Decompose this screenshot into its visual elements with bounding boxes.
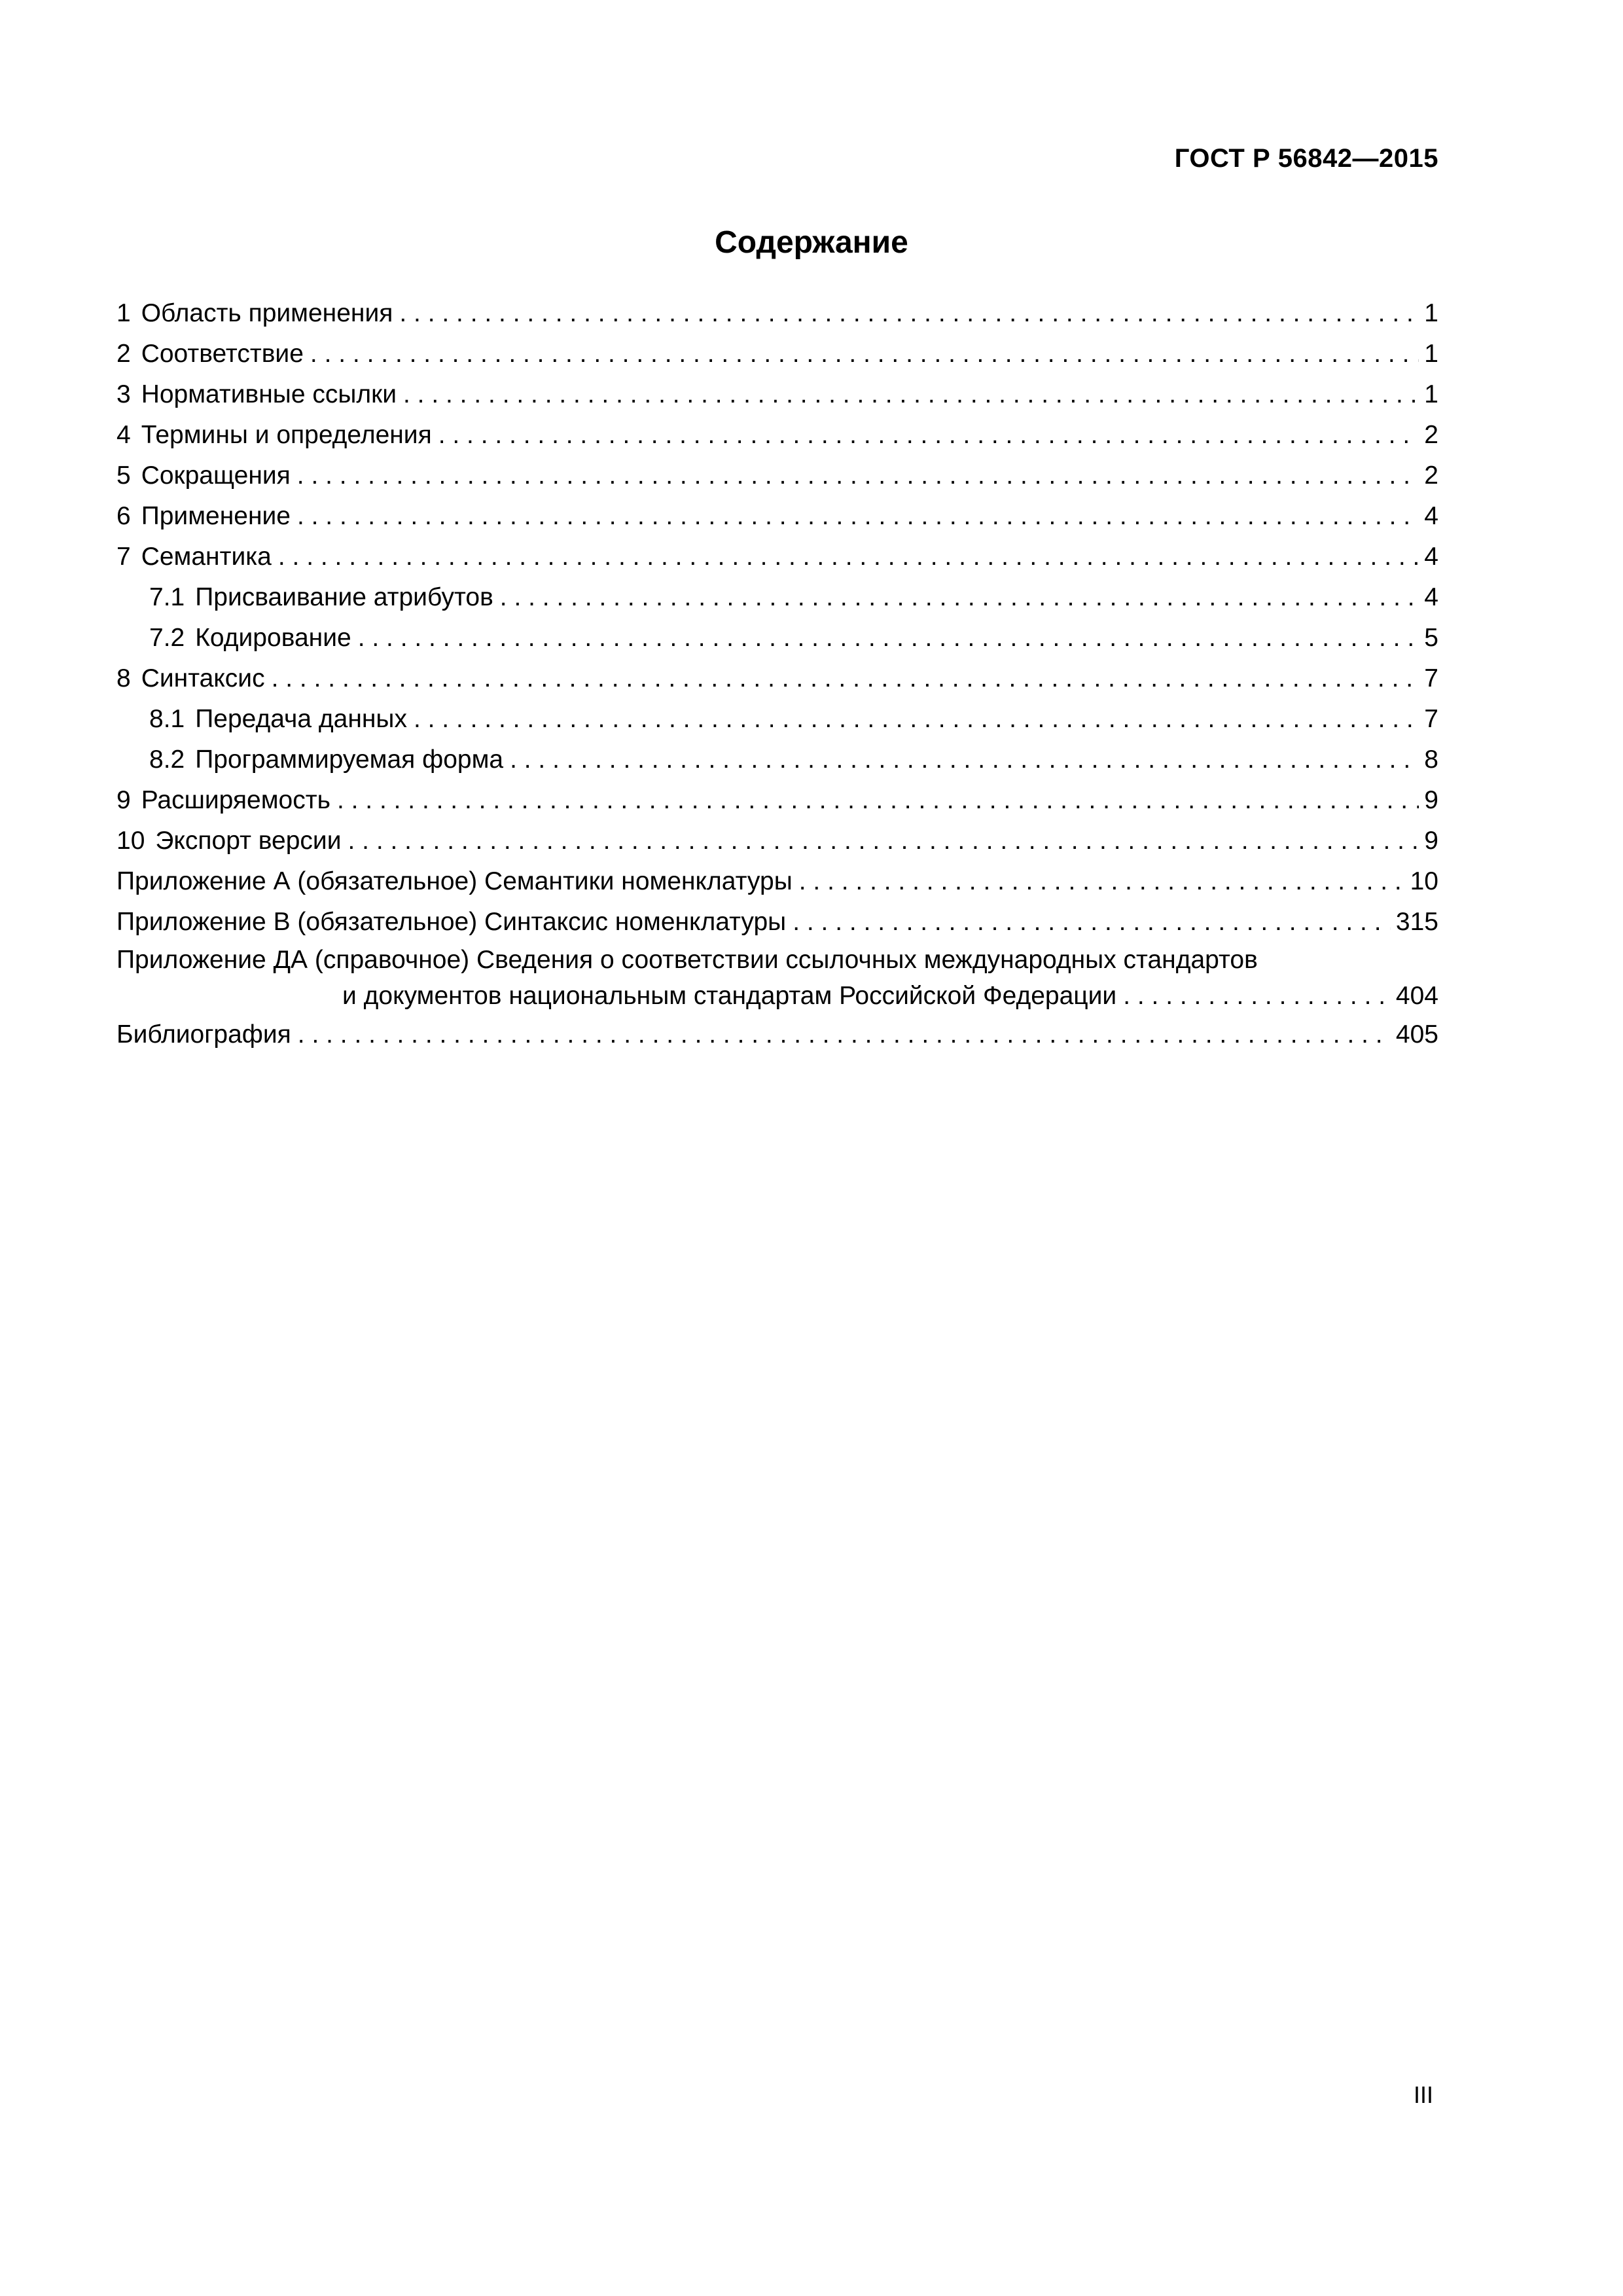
toc-entry-1[interactable] [116,293,1438,334]
toc-entry-number: 5 [116,461,131,490]
toc-entry-label: Присваивание атрибутов [195,583,493,611]
document-code: ГОСТ Р 56842—2015 [1174,144,1438,173]
dot-leader [793,902,1391,942]
toc-entry-number: 8 [116,664,131,692]
toc-entry-number: 6 [116,502,131,530]
toc-entry-page: 4 [1424,543,1438,571]
toc-entry-label: Программируемая форма [195,745,504,774]
dot-leader [298,1014,1391,1055]
dot-leader [358,618,1419,658]
toc-entry-label: Синтаксис [141,664,265,692]
toc-entry-6[interactable] [116,496,1438,537]
dot-leader [297,456,1419,496]
toc-entry-8-1[interactable] [116,699,1438,740]
toc-entry-label: Термины и определения [141,421,432,449]
table-of-contents [116,293,1438,1055]
toc-entry-5[interactable] [116,456,1438,496]
dot-leader [438,415,1419,456]
toc-entry-label: Семантика [141,543,272,571]
toc-entry-number: 8.2 [149,745,185,774]
dot-leader [297,496,1419,537]
toc-entry-label: Сокращения [141,461,291,490]
toc-entry-page: 405 [1395,1020,1438,1049]
toc-entry-number: 3 [116,380,131,408]
toc-entry-page: 10 [1410,867,1438,895]
toc-entry-label: Применение [141,502,291,530]
toc-entry-page: 9 [1424,827,1438,855]
toc-entry-page: 8 [1424,745,1438,774]
toc-entry-number: 10 [116,827,145,855]
toc-entry-label: Кодирование [195,624,351,652]
dot-leader [278,537,1419,577]
toc-entry-label: Экспорт версии [155,827,342,855]
toc-entry-page: 2 [1424,421,1438,449]
toc-entry-number: 4 [116,421,131,449]
toc-entry-8-2[interactable] [116,740,1438,780]
toc-entry-number: 7.2 [149,624,185,652]
toc-entry-label: Библиография [116,1020,291,1049]
toc-entry-7-2[interactable] [116,618,1438,658]
toc-entry-bibliography[interactable] [116,1014,1438,1055]
toc-entry-label: Передача данных [195,705,407,733]
toc-entry-2[interactable] [116,334,1438,374]
toc-entry-page: 4 [1424,502,1438,530]
toc-entry-8[interactable] [116,658,1438,699]
dot-leader [310,334,1419,374]
toc-entry-number: 1 [116,299,131,327]
toc-entry-7[interactable] [116,537,1438,577]
toc-entry-page: 1 [1424,299,1438,327]
toc-entry-number: 9 [116,786,131,814]
toc-entry-label: Область применения [141,299,393,327]
toc-entry-number: 7.1 [149,583,185,611]
toc-entry-4[interactable] [116,415,1438,456]
toc-entry-number: 8.1 [149,705,185,733]
toc-entry-appendix-b[interactable] [116,902,1438,942]
dot-leader [510,740,1419,780]
page-number: III [1413,2081,1433,2108]
toc-entry-page: 9 [1424,786,1438,814]
toc-entry-page: 4 [1424,583,1438,611]
toc-entry-page: 7 [1424,705,1438,733]
toc-entry-page: 5 [1424,624,1438,652]
dot-leader [272,658,1419,699]
toc-entry-page: 1 [1424,380,1438,408]
dot-leader [403,374,1419,415]
dot-leader [414,699,1419,740]
toc-entry-label: Расширяемость [141,786,330,814]
toc-entry-7-1[interactable] [116,577,1438,618]
toc-entry-label: Приложение А (обязательное) Семантики номенклатуры [116,867,793,895]
dot-leader [500,577,1419,618]
toc-entry-page: 315 [1395,908,1438,936]
dot-leader [337,780,1419,821]
toc-entry-number: 2 [116,340,131,368]
toc-entry-page: 1 [1424,340,1438,368]
toc-entry-page: 404 [1395,982,1438,1010]
toc-entry-appendix-da[interactable] [116,942,1438,1014]
toc-entry-label: Нормативные ссылки [141,380,397,408]
toc-entry-label: Приложение В (обязательное) Синтаксис номенклатуры [116,908,787,936]
toc-entry-page: 7 [1424,664,1438,692]
dot-leader [1123,978,1391,1014]
toc-entry-appendix-a[interactable] [116,861,1438,902]
dot-leader [799,861,1405,902]
dot-leader [348,821,1419,861]
toc-entry-number: 7 [116,543,131,571]
dot-leader [399,293,1419,334]
toc-entry-label-continuation: и документов национальным стандартам Российской Федерации [342,982,1117,1010]
toc-entry-3[interactable] [116,374,1438,415]
toc-entry-label: Приложение ДА (справочное) Сведения о соответствии ссылочных международных стандартов [116,946,1258,974]
toc-entry-label: Соответствие [141,340,304,368]
toc-entry-10[interactable] [116,821,1438,861]
toc-entry-9[interactable] [116,780,1438,821]
toc-title: Содержание [715,225,908,260]
toc-entry-page: 2 [1424,461,1438,490]
